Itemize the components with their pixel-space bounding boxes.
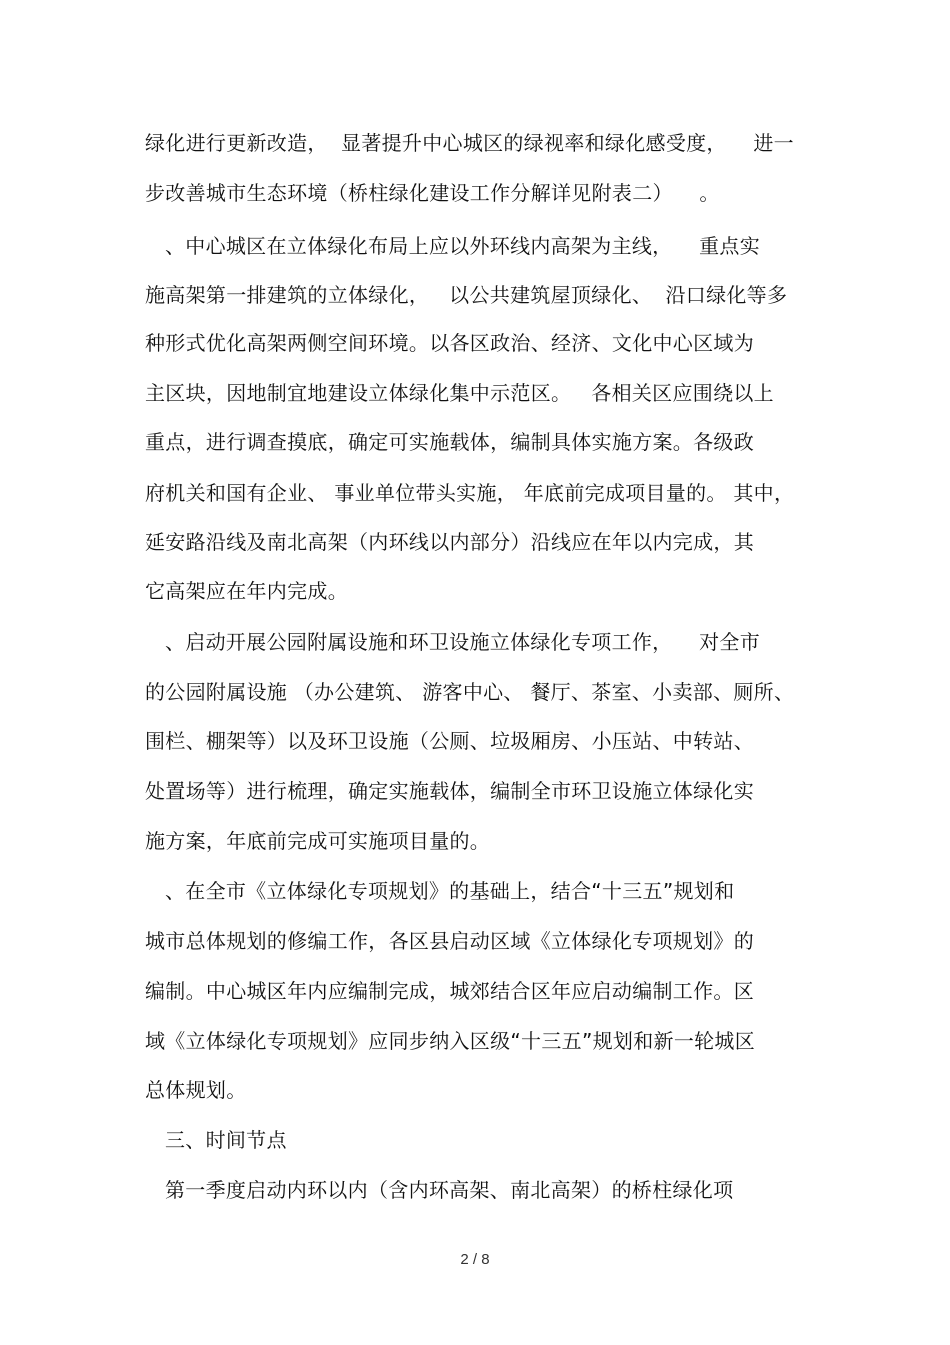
text-line: 第一季度启动内环以内（含内环高架、南北高架）的桥柱绿化项 <box>145 1178 734 1202</box>
page-number: 2 / 8 <box>460 1251 490 1268</box>
text-line: 、启动开展公园附属设施和环卫设施立体绿化专项工作， 对全市 <box>145 630 761 654</box>
text-line: 步改善城市生态环境（桥柱绿化建设工作分解详见附表二） 。 <box>145 181 720 205</box>
text-line: 编制。中心城区年内应编制完成，城郊结合区年应启动编制工作。区 <box>145 979 754 1003</box>
text-line: 处置场等）进行梳理，确定实施载体，编制全市环卫设施立体绿化实 <box>145 779 754 803</box>
section-heading: 三、时间节点 <box>145 1128 287 1152</box>
text-line: 城市总体规划的修编工作，各区县启动区域《立体绿化专项规划》的 <box>145 929 754 953</box>
text-line: 施高架第一排建筑的立体绿化， 以公共建筑屋顶绿化、 沿口绿化等多 <box>145 283 788 307</box>
text-line: 、中心城区在立体绿化布局上应以外环线内高架为主线， 重点实 <box>145 234 761 258</box>
text-line: 主区块，因地制宜地建设立体绿化集中示范区。 各相关区应围绕以上 <box>145 381 774 405</box>
text-line: 域《立体绿化专项规划》应同步纳入区级“十三五”规划和新一轮城区 <box>145 1029 756 1053</box>
text-line: 府机关和国有企业、 事业单位带头实施， 年底前完成项目量的。 其中， <box>145 481 795 505</box>
text-line: 的公园附属设施 （办公建筑、 游客中心、 餐厅、茶室、小卖部、厕所、 <box>145 680 795 704</box>
text-line: 绿化进行更新改造， 显著提升中心城区的绿视率和绿化感受度， 进一 <box>145 131 794 155</box>
text-line: 延安路沿线及南北高架（内环线以内部分）沿线应在年以内完成，其 <box>145 530 754 554</box>
text-line: 种形式优化高架两侧空间环境。以各区政治、经济、文化中心区域为 <box>145 331 754 355</box>
text-line: 施方案，年底前完成可实施项目量的。 <box>145 829 491 853</box>
text-line: 围栏、棚架等）以及环卫设施（公厕、垃圾厢房、小压站、中转站、 <box>145 729 754 753</box>
text-line: 重点，进行调查摸底，确定可实施载体，编制具体实施方案。各级政 <box>145 430 754 454</box>
text-line: 总体规划。 <box>145 1078 247 1102</box>
text-line: 它高架应在年内完成。 <box>145 579 348 603</box>
text-line: 、在全市《立体绿化专项规划》的基础上，结合“十三五”规划和 <box>145 879 735 903</box>
